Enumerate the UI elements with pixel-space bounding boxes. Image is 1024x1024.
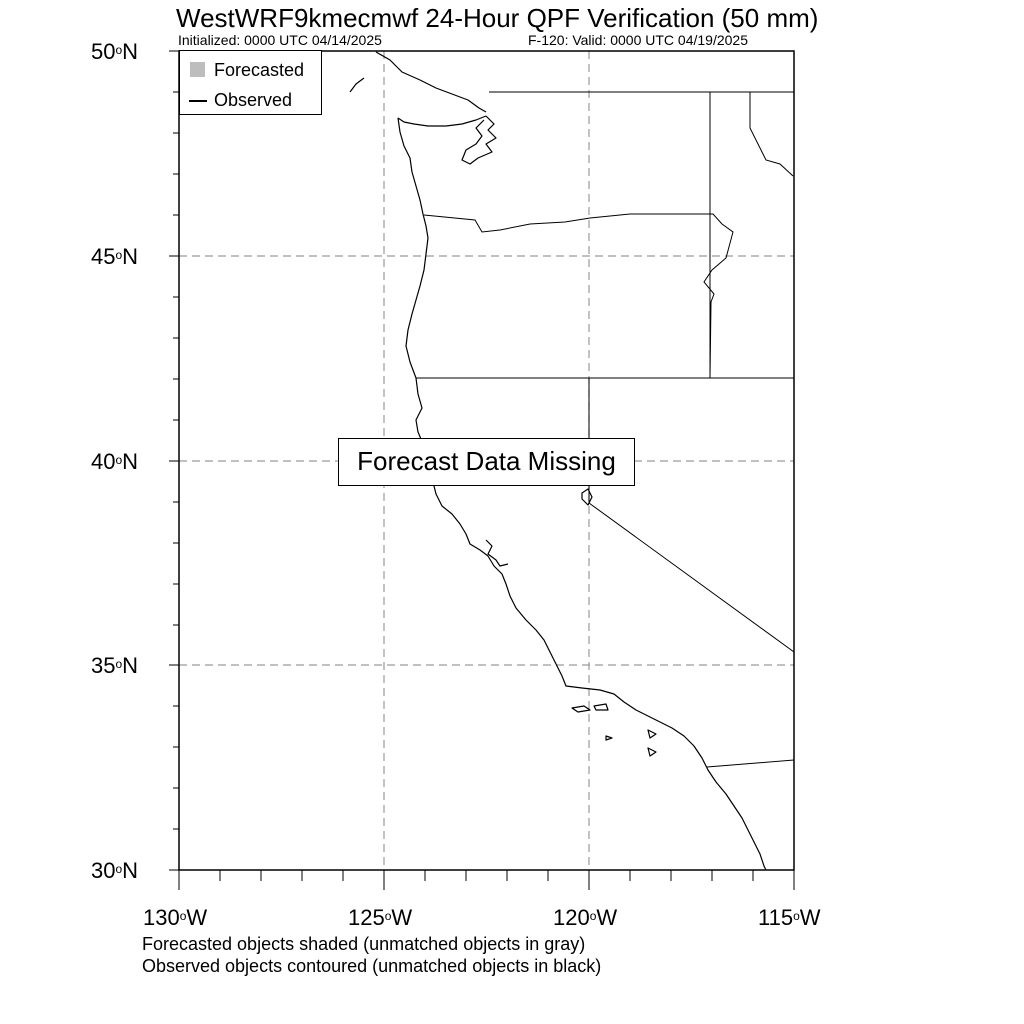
lon-label-125w: 125$^o$W	[348, 905, 413, 930]
california-nevada-border	[589, 378, 794, 652]
footer-line-1: Forecasted objects shaded (unmatched objects in gray)	[142, 934, 586, 954]
lat-label-30n: 30$^o$N	[91, 858, 139, 883]
lat-label-35n: 35$^o$N	[91, 653, 139, 678]
lon-label-120w: 120$^o$W	[553, 905, 618, 930]
observed-line-swatch	[189, 100, 207, 102]
washington-oregon-border	[424, 214, 733, 378]
channel-island-3	[606, 736, 612, 740]
coast-bc	[376, 52, 486, 112]
state-borders	[416, 92, 794, 767]
forecasted-swatch	[190, 62, 205, 77]
lake-tahoe	[582, 489, 592, 505]
channel-island-4	[648, 730, 656, 738]
legend-forecasted-label: Forecasted	[214, 60, 305, 80]
channel-island-1	[572, 706, 590, 712]
idaho-montana-border	[750, 92, 793, 176]
puget-sound	[462, 116, 496, 164]
sf-bay	[486, 540, 508, 566]
lon-ticks	[179, 870, 794, 890]
lon-label-115w: 115$^o$W	[758, 905, 821, 930]
channel-island-2	[594, 704, 608, 710]
footer-line-2: Observed objects contoured (unmatched objects in black)	[142, 956, 602, 976]
initialized-time: Initialized: 0000 UTC 04/14/2025	[178, 32, 382, 48]
mexico-border	[707, 760, 794, 767]
vancouver-island-tip	[350, 78, 364, 92]
legend	[179, 50, 322, 115]
valid-time: F-120: Valid: 0000 UTC 04/19/2025	[528, 32, 748, 48]
legend-observed-label: Observed	[214, 90, 293, 110]
lat-label-40n: 40$^o$N	[91, 449, 139, 474]
lat-label-45n: 45$^o$N	[91, 244, 139, 269]
juan-de-fuca-strait	[398, 116, 486, 126]
lat-label-50n: 50$^o$N	[91, 39, 139, 64]
page-title: WestWRF9kmecmwf 24-Hour QPF Verification (50 mm)	[176, 3, 819, 33]
channel-island-5	[648, 748, 656, 756]
lon-label-130w: 130$^o$W	[143, 905, 208, 930]
lat-ticks	[169, 51, 179, 870]
forecast-missing-message: Forecast Data Missing	[338, 438, 635, 486]
